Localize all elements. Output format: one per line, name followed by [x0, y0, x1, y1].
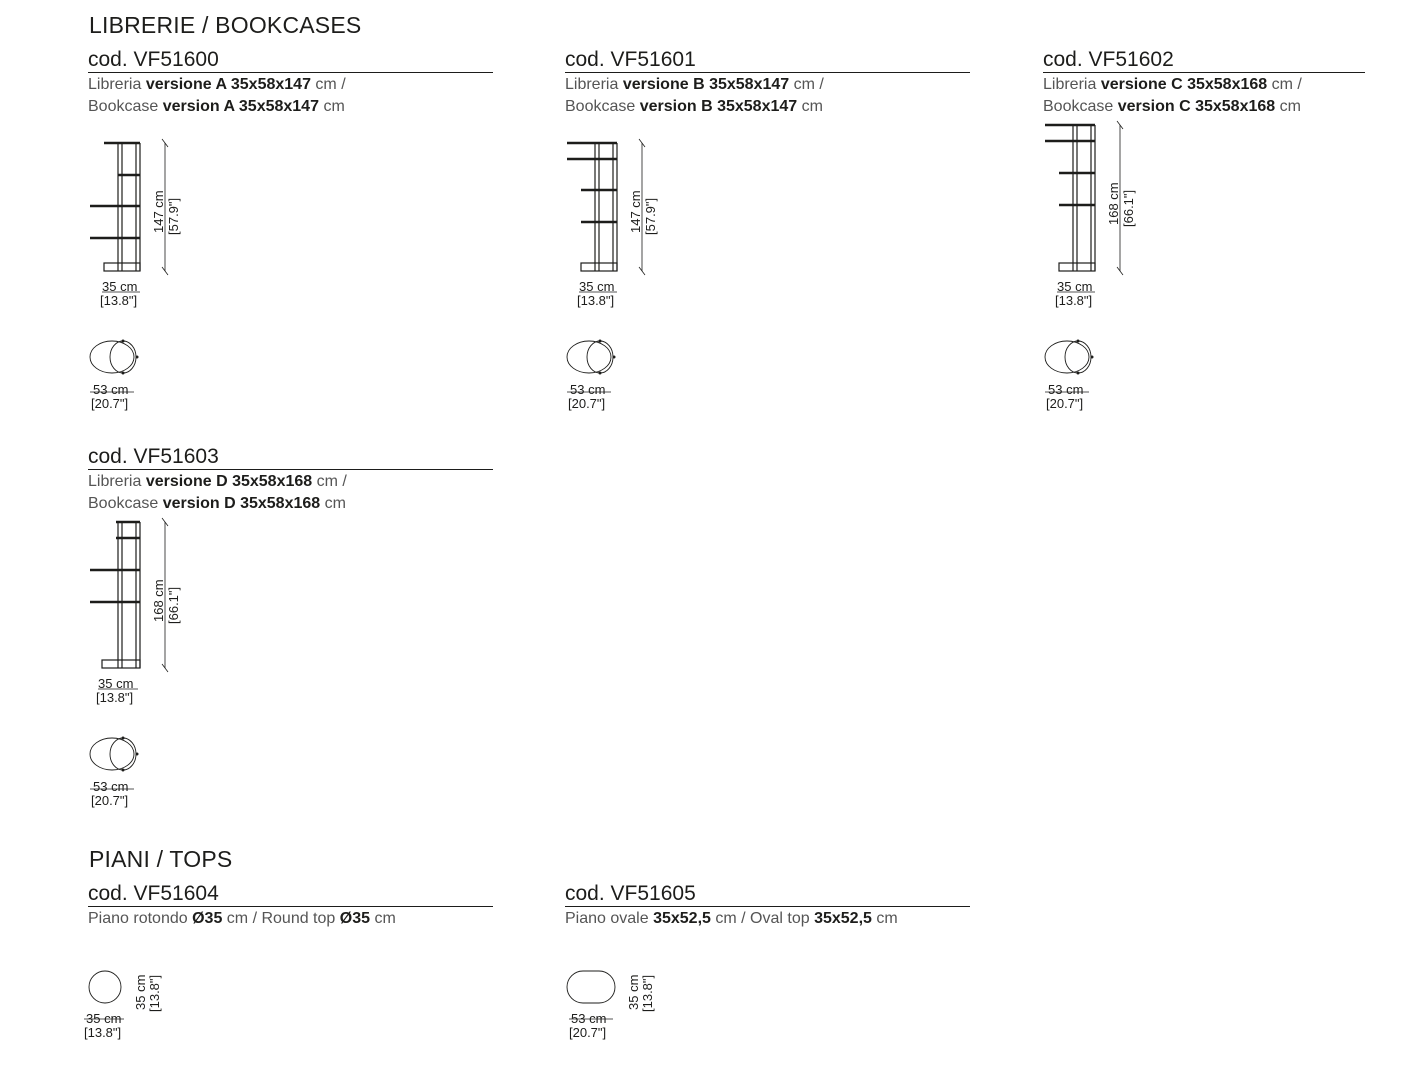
- width-in-label: [20.7"]: [569, 1025, 607, 1040]
- product-description-it: Libreria versione B 35x58x147 cm /: [565, 76, 824, 93]
- depth-in-label: [20.7"]: [91, 396, 129, 411]
- product-vf51600: [88, 47, 493, 411]
- section-title-tops: PIANI / TOPS: [89, 846, 233, 872]
- width-cm-label: 35 cm: [98, 676, 134, 691]
- height-in-label: [57.9"]: [166, 197, 181, 235]
- width-in-label: [13.8"]: [1055, 293, 1093, 308]
- section-title-bookcases: LIBRERIE / BOOKCASES: [89, 12, 362, 38]
- height-cm-label: 168 cm: [151, 579, 166, 622]
- height-in-label: [57.9"]: [643, 197, 658, 235]
- product-description-en: Bookcase version C 35x58x168 cm: [1043, 98, 1301, 115]
- product-vf51601: [565, 47, 970, 411]
- product-vf51604: [84, 881, 493, 1040]
- product-description-it: Libreria versione D 35x58x168 cm /: [88, 473, 347, 490]
- product-code: cod. VF51605: [565, 881, 970, 907]
- product-vf51602: [1043, 47, 1426, 411]
- bookcase-d-drawing: [88, 518, 218, 814]
- bookcase-a-drawing: [88, 137, 218, 417]
- product-description-en: Bookcase version D 35x58x168 cm: [88, 495, 346, 512]
- product-description-en: Bookcase version A 35x58x147 cm: [88, 98, 345, 115]
- height-cm-label: 168 cm: [1106, 182, 1121, 225]
- width-in-label: [13.8"]: [84, 1025, 122, 1040]
- width-cm-label: 53 cm: [571, 1011, 607, 1026]
- depth-in-label: [20.7"]: [91, 793, 129, 808]
- width-in-label: [13.8"]: [96, 690, 134, 705]
- product-vf51605: [565, 881, 970, 1040]
- product-description-en: Bookcase version B 35x58x147 cm: [565, 98, 823, 115]
- product-code: cod. VF51604: [88, 881, 493, 907]
- product-code: cod. VF51602: [1043, 47, 1365, 73]
- depth-in-label: [20.7"]: [1046, 396, 1084, 411]
- bookcase-c-drawing: [1043, 121, 1173, 417]
- round-top-drawing: [84, 955, 218, 1055]
- depth-cm-label: 53 cm: [93, 382, 129, 397]
- depth-in-label: [20.7"]: [568, 396, 606, 411]
- product-description-it: Libreria versione C 35x58x168 cm /: [1043, 76, 1302, 93]
- height-cm-label: 35 cm: [626, 974, 641, 1010]
- height-cm-label: 147 cm: [628, 190, 643, 233]
- width-cm-label: 35 cm: [86, 1011, 122, 1026]
- product-vf51603: [88, 444, 493, 808]
- height-in-label: [66.1"]: [1121, 189, 1136, 227]
- product-description-it: Libreria versione A 35x58x147 cm /: [88, 76, 346, 93]
- depth-cm-label: 53 cm: [1048, 382, 1084, 397]
- product-description: Piano ovale 35x52,5 cm / Oval top 35x52,5 cm: [565, 910, 898, 927]
- height-in-label: [13.8"]: [147, 974, 162, 1012]
- height-cm-label: 147 cm: [151, 190, 166, 233]
- bookcase-b-drawing: [565, 137, 695, 417]
- height-cm-label: 35 cm: [133, 974, 148, 1010]
- depth-cm-label: 53 cm: [93, 779, 129, 794]
- width-cm-label: 35 cm: [102, 279, 138, 294]
- depth-cm-label: 53 cm: [570, 382, 606, 397]
- width-in-label: [13.8"]: [577, 293, 615, 308]
- height-in-label: [66.1"]: [166, 586, 181, 624]
- product-code: cod. VF51600: [88, 47, 493, 73]
- width-cm-label: 35 cm: [1057, 279, 1093, 294]
- width-in-label: [13.8"]: [100, 293, 138, 308]
- product-code: cod. VF51603: [88, 444, 493, 470]
- oval-top-drawing: [565, 955, 695, 1055]
- product-code: cod. VF51601: [565, 47, 970, 73]
- product-description: Piano rotondo Ø35 cm / Round top Ø35 cm: [88, 910, 396, 927]
- width-cm-label: 35 cm: [579, 279, 615, 294]
- height-in-label: [13.8"]: [640, 974, 655, 1012]
